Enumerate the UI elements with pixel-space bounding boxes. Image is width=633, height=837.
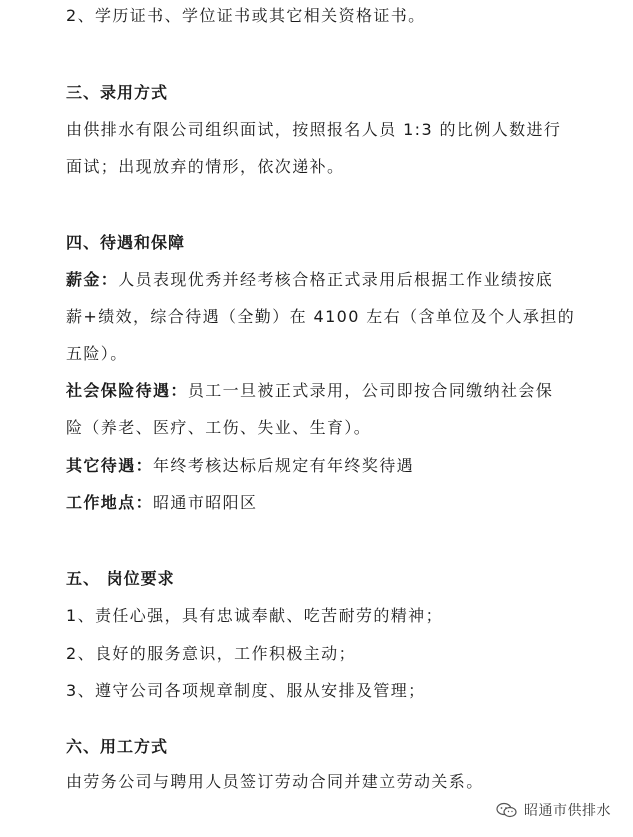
- other-benefits-line: 其它待遇：年终考核达标后规定有年终奖待遇: [66, 456, 415, 475]
- paragraph-line: 薪+绩效，综合待遇（全勤）在 4100 左右（含单位及个人承担的: [66, 307, 576, 326]
- paragraph-line: 由供排水有限公司组织面试，按照报名人员 1:3 的比例人数进行: [66, 120, 562, 139]
- watermark-text: 昭通市供排水: [524, 803, 611, 819]
- section-heading-employment-method: 六、用工方式: [66, 737, 169, 756]
- paragraph-line: 险（养老、医疗、工伤、失业、生育）。: [66, 418, 372, 437]
- paragraph-line: 面试；出现放弃的情形，依次递补。: [66, 157, 345, 176]
- work-location-line: 工作地点：昭通市昭阳区: [66, 493, 258, 512]
- work-location-label: 工作地点：: [66, 493, 154, 512]
- requirement-item-2: 2、良好的服务意识，工作积极主动；: [66, 644, 356, 663]
- qualification-item-2: 2、学历证书、学位证书或其它相关资格证书。: [66, 6, 426, 25]
- salary-label: 薪金：: [66, 270, 119, 289]
- account-watermark: [496, 800, 611, 820]
- social-insurance-line: 社会保险待遇：员工一旦被正式录用，公司即按合同缴纳社会保: [66, 381, 554, 400]
- requirement-item-1: 1、责任心强，具有忠诚奉献、吃苦耐劳的精神；: [66, 606, 443, 625]
- wechat-icon: [496, 802, 518, 818]
- salary-line: 薪金：人员表现优秀并经考核合格正式录用后根据工作业绩按底: [66, 270, 554, 289]
- other-benefits-label: 其它待遇：: [66, 456, 154, 475]
- paragraph-line: 由劳务公司与聘用人员签订劳动合同并建立劳动关系。: [66, 772, 484, 791]
- requirement-item-3: 3、遵守公司各项规章制度、服从安排及管理；: [66, 681, 426, 700]
- paragraph-line: 五险）。: [66, 344, 128, 363]
- social-insurance-label: 社会保险待遇：: [66, 381, 188, 400]
- section-heading-benefits: 四、待遇和保障: [66, 233, 186, 252]
- section-heading-requirements: 五、 岗位要求: [66, 569, 175, 588]
- section-heading-recruitment-method: 三、录用方式: [66, 83, 169, 102]
